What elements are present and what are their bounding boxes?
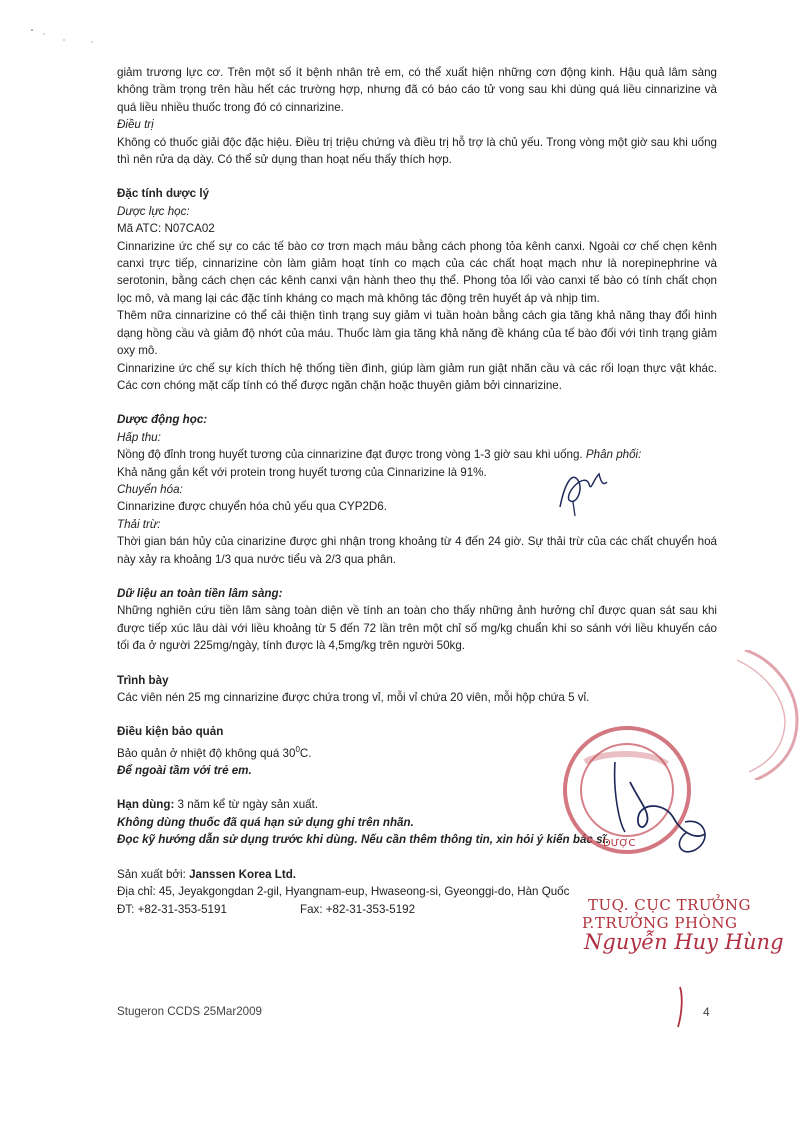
absorption-heading: Hấp thu: <box>117 430 161 444</box>
absorption-text: Nồng độ đỉnh trong huyết tương của cinnarizine đạt được trong vòng 1-3 giờ sau khi uống. Phân phối: <box>117 448 642 462</box>
partial-seal-edge-icon <box>735 650 800 780</box>
seal-text: DƯỢC <box>603 838 636 849</box>
read-instructions-warning: Đọc kỹ hướng dẫn sử dụng trước khi dùng. Nếu cần thêm thông tin, xin hỏi ý kiến bác sĩ. <box>117 833 609 847</box>
pharmacodynamics-p2: Thêm nữa cinnarizine có thể cải thiện tình trạng suy giảm vi tuần hoàn bằng cách gia tăng khả năng thay đổi hình dạng hồng cầu và giảm độ nhớt của máu. Thuốc làm gia tăng khả năng đề kháng của tế bào đối với tình trạng giảm oxy mô. <box>117 309 717 358</box>
pharmacokinetics-heading: Dược động học: <box>117 413 208 427</box>
elimination-text: Thời gian bán hủy của cinarizine được ghi nhận trong khoảng từ 4 đến 24 giờ. Sự thải trừ của các chất chuyển hoá này xảy ra khoảng 1/3 qua nước tiểu và 2/3 qua phân. <box>117 535 717 566</box>
stamp-title-line1: TUQ. CỤC TRƯỞNG <box>588 896 751 914</box>
scan-specks <box>20 20 100 60</box>
handwritten-initials-icon <box>555 462 610 517</box>
expiry-line: Hạn dùng: 3 năm kể từ ngày sản xuất. <box>117 798 319 812</box>
expiry-warning: Không dùng thuốc đã quá hạn sử dụng ghi trên nhãn. <box>117 815 414 829</box>
document-footer: Stugeron CCDS 25Mar2009 <box>117 1005 263 1018</box>
address-line: Địa chỉ: 45, Jeyakgongdan 2-gil, Hyangnam-eup, Hwaseong-si, Gyeonggi-do, Hàn Quốc <box>117 885 570 899</box>
elimination-heading: Thải trừ: <box>117 517 161 531</box>
pharmacodynamics-heading: Dược lực học: <box>117 204 190 218</box>
pharmacodynamics-p3: Cinnarizine ức chế sự kích thích hệ thống tiền đình, giúp làm giảm run giật nhãn cầu và các rối loạn thực vật khác. Các cơn chóng mặt cấp tính có thể được ngăn chặn hoặc thuyên giảm bởi cinnarizine. <box>117 361 717 392</box>
phone: ĐT: +82-31-353-5191 <box>117 902 227 916</box>
overdose-paragraph: giảm trương lực cơ. Trên một số ít bệnh nhân trẻ em, có thể xuất hiện những cơn động kinh. Hậu quả lâm sàng không trầm trọng trên hầu hết các trường hợp, nhưng đã có báo cáo tử vong sau khi dùng quá liều cinnarizine và quá liều nhiều thuốc trong đó có cinnarizine. <box>117 66 717 114</box>
pharmacology-heading: Đặc tính dược lý <box>117 187 210 201</box>
metabolism-heading: Chuyển hóa: <box>117 482 183 496</box>
official-seal-icon <box>555 722 715 862</box>
metabolism-text: Cinnarizine được chuyển hóa chủ yếu qua CYP2D6. <box>117 500 387 514</box>
stamp-title-line2: P.TRƯỞNG PHÒNG <box>582 914 738 932</box>
storage-text: Bảo quản ở nhiệt độ không quá $30^0C$. <box>117 744 312 760</box>
fax: Fax: +82-31-353-5192 <box>300 902 416 916</box>
manufacturer-line: Sản xuất bởi: Janssen Korea Ltd. <box>117 867 297 881</box>
storage-warning: Để ngoài tầm với trẻ em. <box>117 764 252 778</box>
preclinical-text: Những nghiên cứu tiền lâm sàng toàn diện về tính an toàn cho thấy những ảnh hưởng chỉ được quan sát sau khi được tiếp xúc lâu dài với liều khoảng từ 5 đến 72 lần trên một chỉ số mg/kg chuẩn khi so sánh với liều khuyến cáo tối đa ở người 225mg/ngày, tính được là 4,5mg/kg trên người 50kg. <box>117 604 717 653</box>
handwritten-stroke-icon <box>670 985 690 1030</box>
page-number: 4 <box>703 1005 710 1019</box>
treatment-heading: Điều trị <box>117 118 154 132</box>
atc-code: Mã ATC: N07CA02 <box>117 222 215 236</box>
preclinical-heading: Dữ liệu an toàn tiền lâm sàng: <box>117 586 283 600</box>
distribution-heading: Phân phối: <box>585 448 642 462</box>
storage-heading: Điều kiện bảo quản <box>117 725 224 739</box>
pharmacodynamics-p1: Cinnarizine ức chế sự co các tế bào cơ trơn mạch máu bằng cách phong tỏa kênh canxi. Ngoài cơ chế chẹn kênh canxi trực tiếp, cinnarizine còn làm giảm hoạt tính co mạch của các chất hoạt mạch như là norepinephrine và serotonin, bằng cách chẹn các kênh canxi vận hành theo thụ thể. Phong tỏa lối vào canxi tế bào có tính chất chọn lọc mô, và mang lại các đặc tính kháng co mạch mà không tác động trên huyết áp và nhịp tim. <box>117 239 717 305</box>
presentation-heading: Trình bày <box>117 673 169 687</box>
distribution-text: Khả năng gắn kết với protein trong huyết tương của Cinnarizine là 91%. <box>117 465 487 479</box>
treatment-text: Không có thuốc giải độc đặc hiệu. Điều trị triệu chứng và điều trị hỗ trợ là chủ yếu. Trong vòng một giờ sau khi uống thì nên rửa dạ dày. Có thể sử dụng than hoạt nếu thấy thích hợp. <box>117 135 717 167</box>
presentation-text: Các viên nén 25 mg cinnarizine được chứa trong vỉ, mỗi vỉ chứa 20 viên, mỗi hộp chứa 5 vỉ. <box>117 691 590 704</box>
stamp-signer-name: Nguyễn Huy Hùng <box>584 930 784 954</box>
